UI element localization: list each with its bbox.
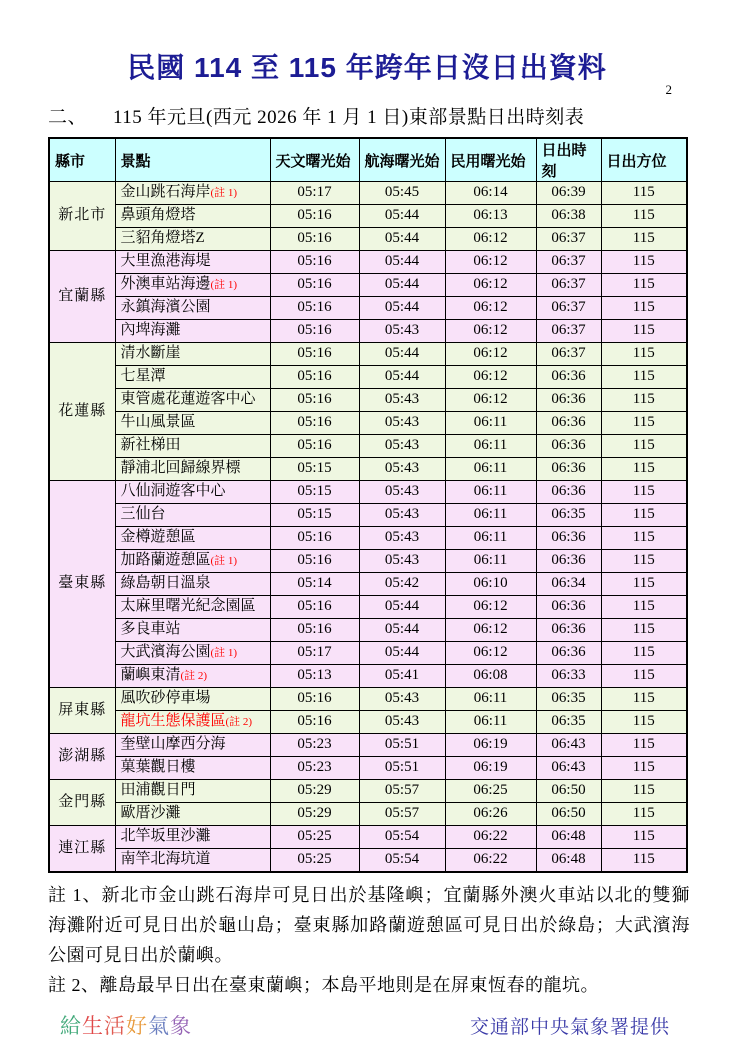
- spot-name: 七星潭: [120, 368, 166, 385]
- spot-name: 牛山風景區: [120, 414, 196, 431]
- section-heading: [48, 102, 734, 129]
- value-cell-2: 06:22: [445, 826, 536, 849]
- value-cell-2: 06:12: [445, 642, 536, 665]
- value-cell-1: 05:44: [359, 228, 445, 251]
- value-cell-1: 05:51: [359, 734, 445, 757]
- value-cell-3: 06:36: [536, 458, 601, 481]
- value-cell-3: 06:36: [536, 389, 601, 412]
- value-cell-1: 05:43: [359, 481, 445, 504]
- table-row: [49, 803, 687, 826]
- slogan-char: 給: [60, 1015, 82, 1038]
- table-row: [49, 711, 687, 734]
- value-cell-4: 115: [601, 228, 687, 251]
- county-cell: 澎湖縣: [49, 734, 115, 780]
- page-number: 2: [665, 82, 672, 97]
- value-cell-3: 06:36: [536, 481, 601, 504]
- value-cell-4: 115: [601, 711, 687, 734]
- value-cell-0: 05:16: [270, 550, 359, 573]
- value-cell-0: 05:29: [270, 780, 359, 803]
- value-cell-0: 05:16: [270, 619, 359, 642]
- spot-cell: [115, 481, 270, 504]
- spot-cell: [115, 274, 270, 297]
- spot-name: 歐厝沙灘: [120, 805, 181, 822]
- value-cell-2: 06:26: [445, 803, 536, 826]
- spot-name: 新社梯田: [120, 437, 181, 454]
- spot-cell: [115, 803, 270, 826]
- value-cell-2: 06:12: [445, 343, 536, 366]
- value-cell-1: 05:41: [359, 665, 445, 688]
- spot-name: 外澳車站海邊: [120, 276, 211, 293]
- value-cell-4: 115: [601, 458, 687, 481]
- value-cell-2: 06:11: [445, 688, 536, 711]
- spot-cell: [115, 826, 270, 849]
- value-cell-4: 115: [601, 803, 687, 826]
- footnote-reference: (註 1): [210, 279, 238, 292]
- value-cell-0: 05:29: [270, 803, 359, 826]
- value-cell-4: 115: [601, 826, 687, 849]
- value-cell-1: 05:57: [359, 780, 445, 803]
- value-cell-4: 115: [601, 619, 687, 642]
- column-header-6: 日出方位: [601, 138, 687, 182]
- value-cell-2: 06:12: [445, 596, 536, 619]
- value-cell-1: 05:43: [359, 504, 445, 527]
- value-cell-2: 06:12: [445, 228, 536, 251]
- value-cell-1: 05:43: [359, 527, 445, 550]
- value-cell-4: 115: [601, 366, 687, 389]
- table-row: [49, 274, 687, 297]
- slogan-char: 活: [104, 1015, 126, 1038]
- value-cell-2: 06:11: [445, 412, 536, 435]
- value-cell-0: 05:23: [270, 757, 359, 780]
- value-cell-0: 05:16: [270, 412, 359, 435]
- value-cell-0: 05:16: [270, 343, 359, 366]
- spot-name: 金樽遊憩區: [120, 529, 196, 546]
- spot-name: 八仙洞遊客中心: [120, 483, 226, 500]
- table-row: [49, 504, 687, 527]
- county-cell: 宜蘭縣: [49, 251, 115, 343]
- value-cell-3: 06:37: [536, 297, 601, 320]
- table-row: [49, 412, 687, 435]
- value-cell-4: 115: [601, 550, 687, 573]
- spot-cell: [115, 251, 270, 274]
- spot-name: 靜浦北回歸線界標: [120, 460, 241, 477]
- table-row: [49, 435, 687, 458]
- value-cell-1: 05:43: [359, 389, 445, 412]
- value-cell-3: 06:37: [536, 320, 601, 343]
- slogan-char: 象: [170, 1015, 192, 1038]
- value-cell-3: 06:36: [536, 527, 601, 550]
- value-cell-1: 05:44: [359, 619, 445, 642]
- value-cell-3: 06:36: [536, 619, 601, 642]
- spot-name: 內埤海灘: [120, 322, 181, 339]
- table-row: [49, 228, 687, 251]
- value-cell-2: 06:13: [445, 205, 536, 228]
- value-cell-0: 05:25: [270, 849, 359, 873]
- table-row: [49, 297, 687, 320]
- value-cell-4: 115: [601, 780, 687, 803]
- spot-name: 多良車站: [120, 621, 181, 638]
- value-cell-2: 06:19: [445, 734, 536, 757]
- value-cell-2: 06:11: [445, 527, 536, 550]
- value-cell-1: 05:54: [359, 826, 445, 849]
- value-cell-1: 05:44: [359, 274, 445, 297]
- spot-cell: [115, 389, 270, 412]
- value-cell-4: 115: [601, 389, 687, 412]
- value-cell-1: 05:54: [359, 849, 445, 873]
- value-cell-0: 05:16: [270, 366, 359, 389]
- value-cell-0: 05:16: [270, 389, 359, 412]
- spot-name: 菓葉觀日樓: [120, 759, 196, 776]
- footnote-reference: (註 2): [225, 716, 253, 729]
- spot-cell: [115, 297, 270, 320]
- agency-credit: 交通部中央氣象署提供: [469, 1016, 670, 1038]
- value-cell-3: 06:37: [536, 343, 601, 366]
- spot-name: 蘭嶼東清: [120, 667, 181, 684]
- table-row: [49, 389, 687, 412]
- value-cell-3: 06:36: [536, 435, 601, 458]
- table-row: [49, 320, 687, 343]
- spot-cell: [115, 366, 270, 389]
- spot-name: 金山跳石海岸: [120, 184, 211, 201]
- value-cell-4: 115: [601, 343, 687, 366]
- value-cell-4: 115: [601, 665, 687, 688]
- value-cell-3: 06:35: [536, 711, 601, 734]
- value-cell-3: 06:50: [536, 803, 601, 826]
- value-cell-0: 05:16: [270, 251, 359, 274]
- spot-cell: [115, 849, 270, 873]
- value-cell-0: 05:13: [270, 665, 359, 688]
- value-cell-4: 115: [601, 688, 687, 711]
- value-cell-3: 06:38: [536, 205, 601, 228]
- spot-cell: [115, 596, 270, 619]
- value-cell-2: 06:19: [445, 757, 536, 780]
- footnote-reference: (註 1): [210, 187, 238, 200]
- value-cell-2: 06:11: [445, 458, 536, 481]
- spot-cell: [115, 320, 270, 343]
- value-cell-3: 06:36: [536, 642, 601, 665]
- table-row: [49, 182, 687, 205]
- value-cell-0: 05:16: [270, 274, 359, 297]
- value-cell-1: 05:44: [359, 297, 445, 320]
- table-row: [49, 458, 687, 481]
- value-cell-1: 05:43: [359, 711, 445, 734]
- value-cell-4: 115: [601, 527, 687, 550]
- value-cell-1: 05:44: [359, 251, 445, 274]
- spot-cell: [115, 642, 270, 665]
- spot-name: 太麻里曙光紀念園區: [120, 598, 256, 615]
- spot-cell: [115, 343, 270, 366]
- value-cell-0: 05:17: [270, 182, 359, 205]
- table-row: [49, 665, 687, 688]
- spot-cell: [115, 688, 270, 711]
- table-row: [49, 366, 687, 389]
- value-cell-0: 05:17: [270, 642, 359, 665]
- value-cell-3: 06:33: [536, 665, 601, 688]
- value-cell-4: 115: [601, 481, 687, 504]
- spot-name: 鼻頭角燈塔: [120, 207, 196, 224]
- value-cell-4: 115: [601, 274, 687, 297]
- value-cell-0: 05:14: [270, 573, 359, 596]
- table-row: [49, 527, 687, 550]
- value-cell-0: 05:16: [270, 596, 359, 619]
- table-row: [49, 481, 687, 504]
- spot-cell: [115, 435, 270, 458]
- table-row: [49, 596, 687, 619]
- spot-cell: [115, 757, 270, 780]
- value-cell-1: 05:51: [359, 757, 445, 780]
- column-header-4: 民用曙光始: [445, 138, 536, 182]
- table-row: [49, 205, 687, 228]
- value-cell-3: 06:35: [536, 688, 601, 711]
- value-cell-2: 06:12: [445, 297, 536, 320]
- value-cell-1: 05:43: [359, 550, 445, 573]
- spot-name: 龍坑生態保護區: [120, 713, 226, 730]
- footnote-reference: (註 1): [210, 647, 238, 660]
- value-cell-1: 05:44: [359, 343, 445, 366]
- value-cell-2: 06:12: [445, 251, 536, 274]
- value-cell-2: 06:10: [445, 573, 536, 596]
- column-header-3: 航海曙光始: [359, 138, 445, 182]
- value-cell-0: 05:15: [270, 458, 359, 481]
- column-header-1: 景點: [115, 138, 270, 182]
- table-row: [49, 573, 687, 596]
- value-cell-3: 06:36: [536, 366, 601, 389]
- value-cell-2: 06:11: [445, 435, 536, 458]
- value-cell-1: 05:44: [359, 205, 445, 228]
- spot-name: 東管處花蓮遊客中心: [120, 391, 256, 408]
- value-cell-4: 115: [601, 642, 687, 665]
- value-cell-0: 05:16: [270, 688, 359, 711]
- spot-name: 加路蘭遊憩區: [120, 552, 211, 569]
- footnotes: [48, 880, 690, 1000]
- table-row: [49, 688, 687, 711]
- table-row: [49, 849, 687, 873]
- value-cell-4: 115: [601, 734, 687, 757]
- value-cell-4: 115: [601, 205, 687, 228]
- county-cell: 花蓮縣: [49, 343, 115, 481]
- spot-cell: [115, 711, 270, 734]
- value-cell-2: 06:08: [445, 665, 536, 688]
- value-cell-1: 05:57: [359, 803, 445, 826]
- spot-name: 大里漁港海堤: [120, 253, 211, 270]
- spot-cell: [115, 573, 270, 596]
- value-cell-2: 06:11: [445, 711, 536, 734]
- value-cell-3: 06:43: [536, 734, 601, 757]
- value-cell-0: 05:16: [270, 205, 359, 228]
- county-cell: 連江縣: [49, 826, 115, 873]
- value-cell-1: 05:44: [359, 596, 445, 619]
- spot-name: 三貂角燈塔Z: [120, 230, 205, 247]
- spot-name: 永鎮海濱公園: [120, 299, 211, 316]
- table-row: [49, 550, 687, 573]
- value-cell-0: 05:23: [270, 734, 359, 757]
- value-cell-3: 06:43: [536, 757, 601, 780]
- spot-cell: [115, 665, 270, 688]
- value-cell-3: 06:48: [536, 826, 601, 849]
- column-header-5: 日出時刻: [536, 138, 601, 182]
- spot-cell: [115, 504, 270, 527]
- value-cell-3: 06:36: [536, 412, 601, 435]
- value-cell-0: 05:25: [270, 826, 359, 849]
- value-cell-4: 115: [601, 182, 687, 205]
- spot-name: 北竿坂里沙灘: [120, 828, 211, 845]
- spot-cell: [115, 412, 270, 435]
- value-cell-4: 115: [601, 504, 687, 527]
- spot-name: 南竿北海坑道: [120, 851, 211, 868]
- value-cell-3: 06:34: [536, 573, 601, 596]
- value-cell-0: 05:16: [270, 527, 359, 550]
- value-cell-2: 06:11: [445, 481, 536, 504]
- value-cell-4: 115: [601, 251, 687, 274]
- value-cell-2: 06:12: [445, 274, 536, 297]
- value-cell-2: 06:12: [445, 366, 536, 389]
- slogan-char: 好: [126, 1015, 148, 1038]
- spot-name: 清水斷崖: [120, 345, 181, 362]
- section-index: 二、: [48, 107, 88, 128]
- section-heading-text: 115 年元旦(西元 2026 年 1 月 1 日)東部景點日出時刻表: [113, 107, 585, 128]
- spot-cell: [115, 527, 270, 550]
- cwa-slogan-logo: [60, 1010, 192, 1040]
- value-cell-1: 05:43: [359, 435, 445, 458]
- value-cell-3: 06:36: [536, 596, 601, 619]
- column-header-2: 天文曙光始: [270, 138, 359, 182]
- county-cell: 屏東縣: [49, 688, 115, 734]
- value-cell-0: 05:16: [270, 297, 359, 320]
- table-row: [49, 757, 687, 780]
- spot-name: 奎壁山摩西分海: [120, 736, 226, 753]
- value-cell-2: 06:12: [445, 389, 536, 412]
- value-cell-1: 05:43: [359, 320, 445, 343]
- spot-name: 風吹砂停車場: [120, 690, 211, 707]
- value-cell-1: 05:43: [359, 688, 445, 711]
- value-cell-0: 05:16: [270, 435, 359, 458]
- value-cell-1: 05:43: [359, 412, 445, 435]
- value-cell-1: 05:43: [359, 458, 445, 481]
- value-cell-2: 06:11: [445, 550, 536, 573]
- slogan-char: 氣: [148, 1015, 170, 1038]
- footnote-1: 註 1、新北市金山跳石海岸可見日出於基隆嶼；宜蘭縣外澳火車站以北的雙獅海灘附近可見日出於龜山島；臺東縣加路蘭遊憩區可見日出於綠島；大武濱海公園可見日出於蘭嶼。: [48, 885, 690, 965]
- column-header-0: 縣市: [49, 138, 115, 182]
- value-cell-2: 06:12: [445, 619, 536, 642]
- value-cell-2: 06:22: [445, 849, 536, 873]
- spot-cell: [115, 182, 270, 205]
- value-cell-3: 06:50: [536, 780, 601, 803]
- table-row: [49, 780, 687, 803]
- footnote-reference: (註 2): [180, 670, 208, 683]
- value-cell-4: 115: [601, 297, 687, 320]
- value-cell-0: 05:15: [270, 504, 359, 527]
- value-cell-4: 115: [601, 596, 687, 619]
- value-cell-2: 06:11: [445, 504, 536, 527]
- county-cell: 金門縣: [49, 780, 115, 826]
- table-row: [49, 619, 687, 642]
- county-cell: 新北市: [49, 182, 115, 251]
- table-row: [49, 642, 687, 665]
- county-cell: 臺東縣: [49, 481, 115, 688]
- value-cell-4: 115: [601, 757, 687, 780]
- table-head: [49, 138, 687, 182]
- value-cell-3: 06:48: [536, 849, 601, 873]
- spot-cell: [115, 734, 270, 757]
- value-cell-0: 05:15: [270, 481, 359, 504]
- value-cell-1: 05:42: [359, 573, 445, 596]
- table-row: [49, 734, 687, 757]
- footnote-2: 註 2、離島最早日出在臺東蘭嶼；本島平地則是在屏東恆春的龍坑。: [48, 975, 599, 995]
- value-cell-0: 05:16: [270, 320, 359, 343]
- spot-cell: [115, 458, 270, 481]
- slogan-char: 生: [82, 1015, 104, 1038]
- value-cell-0: 05:16: [270, 228, 359, 251]
- value-cell-1: 05:44: [359, 642, 445, 665]
- spot-cell: [115, 550, 270, 573]
- value-cell-3: 06:36: [536, 550, 601, 573]
- value-cell-3: 06:37: [536, 274, 601, 297]
- spot-name: 田浦觀日門: [120, 782, 196, 799]
- spot-cell: [115, 228, 270, 251]
- value-cell-2: 06:14: [445, 182, 536, 205]
- spot-cell: [115, 619, 270, 642]
- table-row: [49, 251, 687, 274]
- value-cell-3: 06:35: [536, 504, 601, 527]
- table-row: [49, 826, 687, 849]
- value-cell-1: 05:45: [359, 182, 445, 205]
- value-cell-3: 06:39: [536, 182, 601, 205]
- value-cell-4: 115: [601, 849, 687, 873]
- value-cell-1: 05:44: [359, 366, 445, 389]
- table-row: [49, 343, 687, 366]
- value-cell-0: 05:16: [270, 711, 359, 734]
- table-header-row: [49, 138, 687, 182]
- footnote-reference: (註 1): [210, 555, 238, 568]
- document-title: 民國 114 至 115 年跨年日沒日出資料: [127, 52, 607, 83]
- value-cell-2: 06:12: [445, 320, 536, 343]
- sunrise-table: [48, 137, 688, 873]
- spot-name: 大武濱海公園: [120, 644, 211, 661]
- spot-cell: [115, 205, 270, 228]
- value-cell-4: 115: [601, 320, 687, 343]
- value-cell-4: 115: [601, 573, 687, 596]
- value-cell-4: 115: [601, 435, 687, 458]
- table-body: [49, 182, 687, 873]
- page-footer: [60, 1010, 670, 1040]
- value-cell-4: 115: [601, 412, 687, 435]
- value-cell-2: 06:25: [445, 780, 536, 803]
- spot-name: 綠島朝日溫泉: [120, 575, 211, 592]
- spot-name: 三仙台: [120, 506, 166, 523]
- value-cell-3: 06:37: [536, 228, 601, 251]
- value-cell-3: 06:37: [536, 251, 601, 274]
- spot-cell: [115, 780, 270, 803]
